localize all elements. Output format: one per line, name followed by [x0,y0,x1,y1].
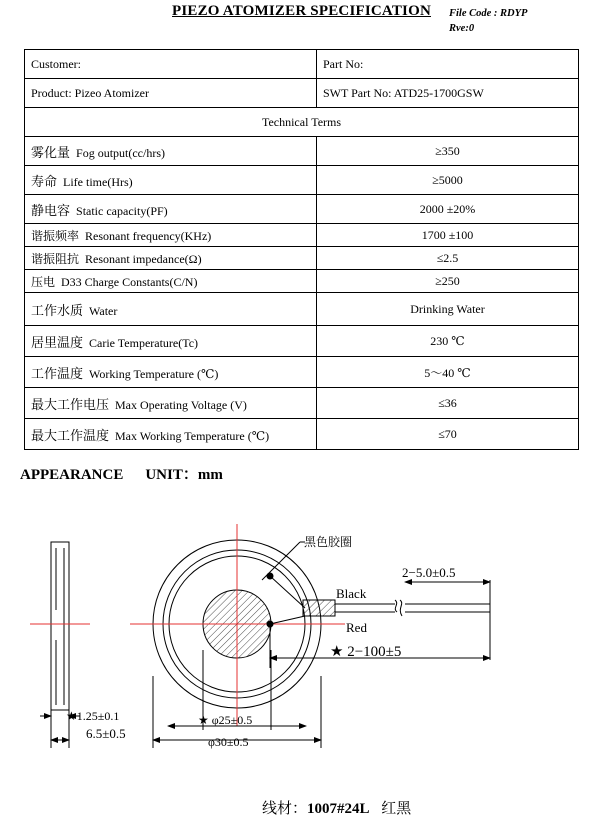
spec-label-cn: 寿命 [31,174,58,190]
spec-value: 5～40 ℃ [317,357,579,388]
wire-strip-dim: 2−5.0±0.5 [402,565,456,580]
appearance-heading [20,463,223,484]
spec-label-en: Resonant impedance(Ω) [85,251,202,266]
spec-label-cn: 居里温度 [31,335,84,351]
table-row [25,166,579,195]
outer-diameter-dim: φ30±0.5 [208,735,249,749]
appearance-title: APPEARANCE [20,467,124,483]
spec-value: ≥250 [317,270,579,293]
black-wire-label: Black [336,586,367,601]
table-row [25,50,579,79]
spec-label-en: Fog output(cc/hrs) [76,145,166,160]
wire-color: 红黑 [381,799,412,817]
wire-label: 线材： [262,799,308,817]
spec-label-cn: 压电 [31,274,56,289]
part-no-cell: Part No: [317,50,579,79]
spec-label-cn: 工作温度 [31,366,84,382]
table-row [25,419,579,450]
spec-label-en: Max Operating Voltage (V) [115,397,247,412]
spec-table [24,49,579,450]
spec-label [25,419,317,450]
table-row [25,357,579,388]
red-wire-label: Red [346,620,367,635]
spec-value: Drinking Water [317,293,579,326]
spec-label-en: Working Temperature (℃) [89,366,219,381]
table-row [25,388,579,419]
table-row [25,247,579,270]
front-view [130,524,490,748]
spec-label-cn: 最大工作温度 [31,428,110,444]
spec-label [25,293,317,326]
revision: Rve:0 [449,23,475,34]
spec-label [25,247,317,270]
spec-label-en: Life time(Hrs) [63,174,133,189]
spec-value: ≤2.5 [317,247,579,270]
spec-label-cn: 谐振阻抗 [31,251,80,266]
spec-value: ≥350 [317,137,579,166]
appearance-drawing [0,500,600,790]
table-row [25,293,579,326]
inner-diameter-dim: ★ φ25±0.5 [198,713,253,727]
spec-value: ≤36 [317,388,579,419]
table-row [25,224,579,247]
spec-label-cn: 静电容 [31,203,71,219]
spec-label-en: Water [89,303,118,318]
table-row [25,195,579,224]
table-row [25,326,579,357]
table-row [25,137,579,166]
spec-label [25,224,317,247]
spec-label [25,195,317,224]
wire-length-dim: ★ 2−100±5 [330,644,402,660]
spec-value: 1700 ±100 [317,224,579,247]
wire-clamp [303,600,335,616]
spec-label-cn: 工作水质 [31,303,84,319]
product-cell: Product: Pizeo Atomizer [25,79,317,108]
spec-value: ≤70 [317,419,579,450]
spec-label-cn: 谐振频率 [31,228,80,243]
swt-part-cell: SWT Part No: ATD25-1700GSW [317,79,579,108]
spec-label-en: D33 Charge Constants(C/N) [61,274,198,289]
side-dim: 6.5±0.5 [86,726,126,741]
table-row [25,108,579,137]
thickness-dim: ★1.25±0.1 [66,709,120,723]
spec-label [25,357,317,388]
spec-value: 2000 ±20% [317,195,579,224]
spec-label-cn: 雾化量 [31,145,71,161]
spec-label [25,326,317,357]
side-view-body [51,542,69,710]
section-header: Technical Terms [25,108,579,137]
spec-label [25,270,317,293]
spec-label-en: Static capacity(PF) [76,203,168,218]
customer-cell: Customer: [25,50,317,79]
rubber-ring-label: 黑色胶圈 [304,535,353,549]
spec-label-cn: 最大工作电压 [31,397,110,413]
table-row [25,270,579,293]
table-row [25,79,579,108]
spec-value: ≥5000 [317,166,579,195]
spec-label-en: Max Working Temperature (℃) [115,428,270,443]
file-code: File Code : RDYP [449,8,528,19]
spec-label [25,137,317,166]
unit-label: UNIT：mm [145,467,223,483]
spec-label [25,388,317,419]
spec-label-en: Resonant frequency(KHz) [85,228,212,243]
wire-spec [262,797,411,818]
spec-label-en: Carie Temperature(Tc) [89,335,199,350]
document-title: PIEZO ATOMIZER SPECIFICATION [172,3,431,19]
file-code-block [449,6,527,36]
wire-spec-code: 1007#24L [307,801,370,817]
spec-value: 230 ℃ [317,326,579,357]
spec-label [25,166,317,195]
